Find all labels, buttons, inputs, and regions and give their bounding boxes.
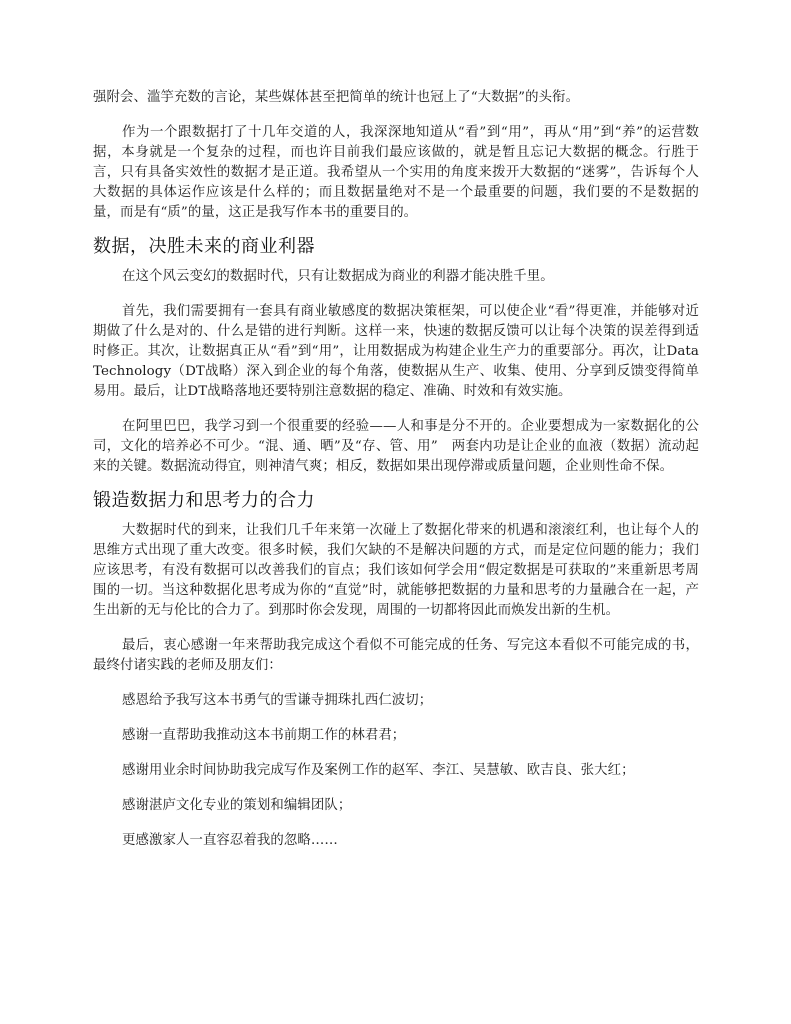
thanks-paragraph-5: 更感激家人一直容忍着我的忽略…… <box>122 833 338 848</box>
section2-paragraph-1: 大数据时代的到来，让我们几千年来第一次碰上了数据化带来的机遇和滚滚红利，也让每个人的思维方式出现了重大改变。很多时候，我们欠缺的不是解决问题的方式，而是定位问题的能力；我们应该思考，有没有数据可以改善我们的盲点；我们该如何学会用“假定数据是可获取的”来重新思考周围的一切。当这种数据化思考成为你的“直觉”时，就能够把数据的力量和思考的力量融合在一起，产生出新的无与伦比的合力了。到那时你会发现，周围的一切都将因此而焕发出新的生机。 <box>93 523 699 618</box>
intro-paragraph: 作为一个跟数据打了十几年交道的人，我深深地知道从“看”到“用”，再从“用”到“养”的运营数据，本身就是一个复杂的过程，而也许目前我们最应该做的，就是暂且忘记大数据的概念。行胜于言，只有具备实效性的数据才是正道。我希望从一个实用的角度来拨开大数据的“迷雾”，告诉每个人大数据的具体运作应该是什么样的；而且数据量绝对不是一个最重要的问题，我们要的不是数据的量，而是有“质”的量，这正是我写作本书的重要目的。 <box>93 125 699 220</box>
section2-paragraph-2: 最后，衷心感谢一年来帮助我完成这个看似不可能完成的任务、写完这本看似不可能完成的书，最终付诸实践的老师及朋友们： <box>93 638 699 673</box>
section-heading-business-weapon: 数据，决胜未来的商业利器 <box>93 236 315 257</box>
thanks-paragraph-4: 感谢湛庐文化专业的策划和编辑团队； <box>122 798 352 813</box>
section1-paragraph-3: 在阿里巴巴，我学习到一个很重要的经验——人和事是分不开的。企业要想成为一家数据化的公司，文化的培养必不可少。“混、通、晒”及“存、管、用” 两套内功是让企业的血液（数据）流动起来的关键。数据流动得宜，则神清气爽；相反，数据如果出现停滞或质量问题，企业则性命不保。 <box>93 419 699 474</box>
thanks-paragraph-1: 感恩给予我写这本书勇气的雪谦寺拥珠扎西仁波切； <box>122 693 433 708</box>
section1-paragraph-2: 首先，我们需要拥有一套具有商业敏感度的数据决策框架，可以使企业“看”得更准，并能够对近期做了什么是对的、什么是错的进行判断。这样一来，快速的数据反馈可以让每个决策的误差得到适时修正。其次，让数据真正从“看”到“用”，让用数据成为构建企业生产力的重要部分。再次，让Data Technology（DT战略）深入到企业的每个角落，使数据从生产、收集、使用、分享到反馈变得简单易用。最后，让DT战略落地还要特别注意数据的稳定、准确、时效和有效实施。 <box>93 304 699 399</box>
section1-paragraph-1: 在这个风云变幻的数据时代，只有让数据成为商业的利器才能决胜千里。 <box>122 269 554 284</box>
thanks-paragraph-2: 感谢一直帮助我推动这本书前期工作的林君君； <box>122 728 406 743</box>
intro-continuation-paragraph: 强附会、滥竽充数的言论，某些媒体甚至把简单的统计也冠上了“大数据”的头衔。 <box>93 90 580 105</box>
document-page <box>93 88 699 851</box>
section-heading-data-thinking: 锻造数据力和思考力的合力 <box>93 490 315 511</box>
thanks-paragraph-3: 感谢用业余时间协助我完成写作及案例工作的赵军、李江、吴慧敏、欧吉良、张大红； <box>122 763 635 778</box>
